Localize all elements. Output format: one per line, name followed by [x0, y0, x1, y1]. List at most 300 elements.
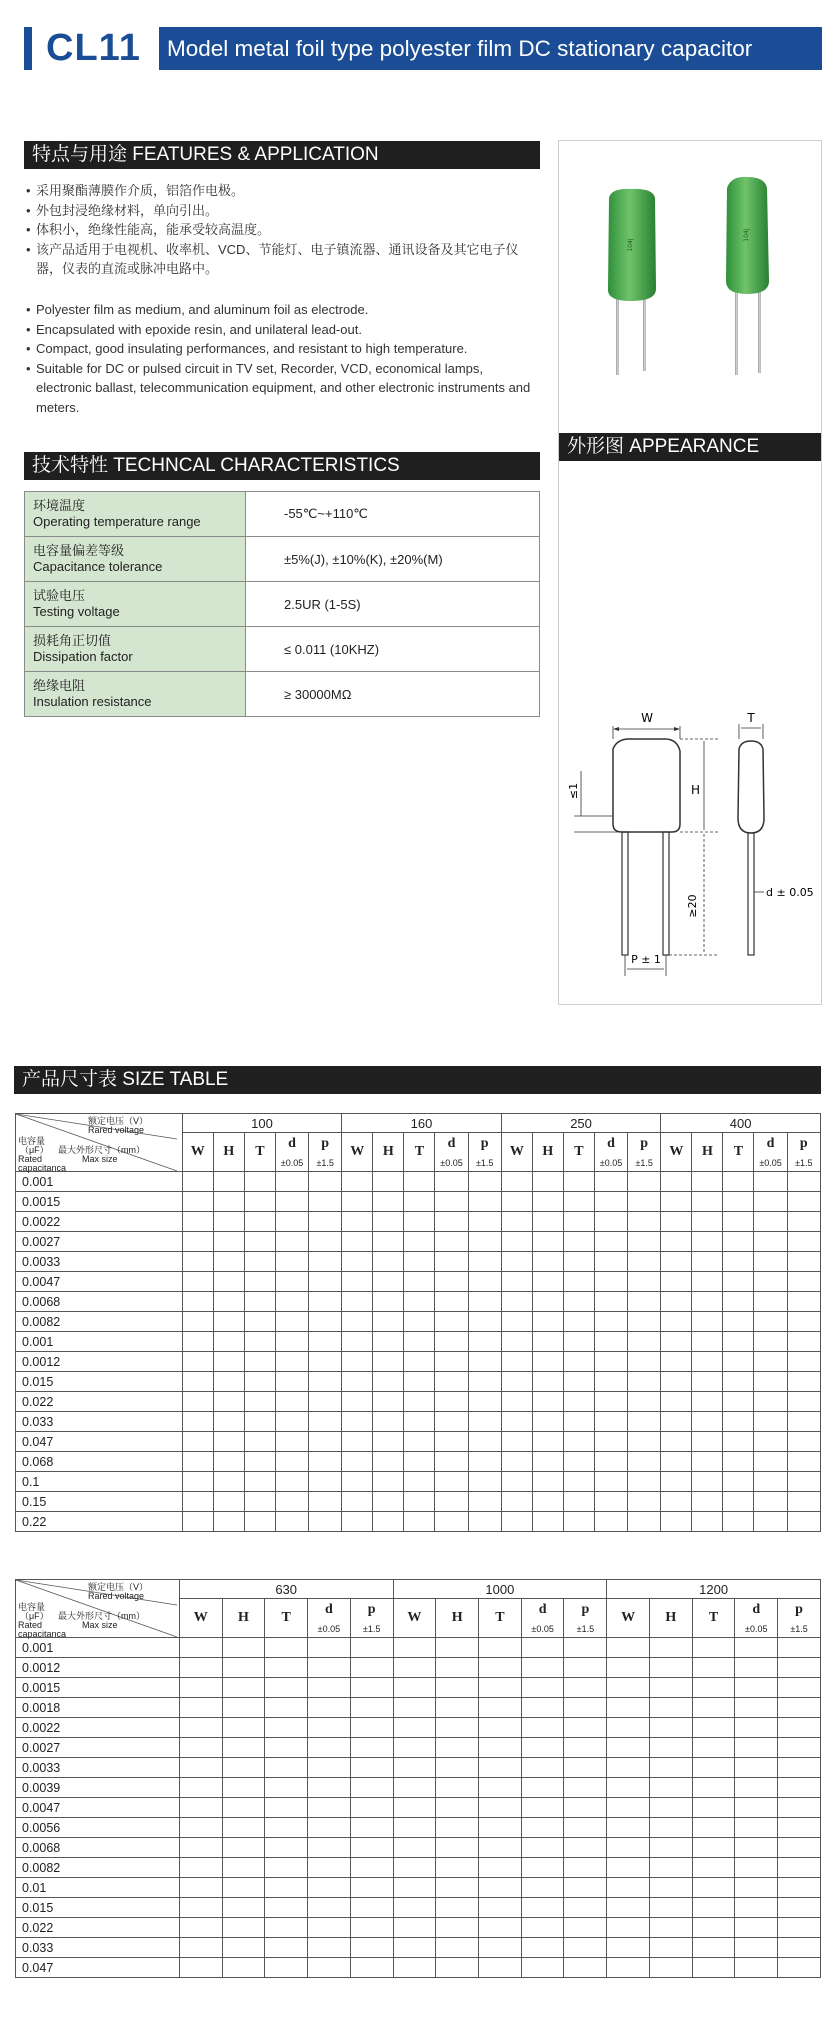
dimension-cell [436, 1718, 479, 1738]
dimension-cell [692, 1272, 723, 1292]
dimension-cell [754, 1432, 787, 1452]
dimension-cell [692, 1392, 723, 1412]
dimension-cell [735, 1958, 778, 1978]
size-table-1 [15, 1113, 821, 1532]
dimension-cell [521, 1678, 564, 1698]
dimension-label: d [752, 1602, 761, 1617]
table-row [16, 1778, 821, 1798]
dimension-cell [468, 1472, 501, 1492]
dimension-cell [182, 1472, 213, 1492]
table-row [16, 1658, 821, 1678]
dimension-cell [244, 1292, 275, 1312]
dimension-cell [244, 1472, 275, 1492]
dimension-cell [309, 1292, 342, 1312]
dimension-cell [735, 1818, 778, 1838]
dimension-cell [501, 1492, 532, 1512]
dimension-label: H [382, 1144, 394, 1159]
dimension-cell [501, 1372, 532, 1392]
dimension-cell [222, 1918, 265, 1938]
dimension-cell [393, 1938, 436, 1958]
dimension-cell [607, 1778, 650, 1798]
dimension-cell [607, 1938, 650, 1958]
table-row [16, 1392, 821, 1412]
corner-label: （μF） [20, 1611, 49, 1621]
dimension-cell [479, 1818, 522, 1838]
dimension-cell [628, 1452, 661, 1472]
dimension-column-header [182, 1133, 213, 1172]
corner-label: Rated [18, 1154, 43, 1164]
dimension-cell [532, 1392, 563, 1412]
dimension-cell [308, 1658, 351, 1678]
dimension-cell [468, 1312, 501, 1332]
dimension-cell [342, 1292, 373, 1312]
dimension-cell [436, 1638, 479, 1658]
dimension-cell [404, 1352, 435, 1372]
dimension-cell [501, 1432, 532, 1452]
dimension-cell [350, 1638, 393, 1658]
table-row [16, 1492, 821, 1512]
dimension-label: d [607, 1136, 615, 1151]
dimension-cell [723, 1452, 754, 1472]
char-label [25, 672, 246, 717]
header-accent-bar [24, 27, 32, 70]
dimension-cell [342, 1452, 373, 1472]
dimension-cell [275, 1472, 308, 1492]
corner-label: 电容量 [18, 1602, 46, 1612]
dimension-cell [244, 1492, 275, 1512]
dimension-cell [532, 1432, 563, 1452]
dimension-cell [735, 1738, 778, 1758]
dimension-cell [787, 1472, 820, 1492]
dimension-cell [661, 1332, 692, 1352]
capacitance-cell: 0.0068 [16, 1838, 180, 1858]
char-value: 2.5UR (1-5S) [246, 582, 540, 627]
dimension-cell [563, 1232, 594, 1252]
dimension-label: d [288, 1136, 296, 1151]
dimension-cell [723, 1372, 754, 1392]
char-label-cn: 绝缘电阻 [33, 678, 86, 693]
dimension-cell [628, 1172, 661, 1192]
dimension-cell [265, 1758, 308, 1778]
dimension-cell [479, 1698, 522, 1718]
dimension-cell [435, 1472, 468, 1492]
dimension-cell [594, 1412, 627, 1432]
dimension-cell [607, 1738, 650, 1758]
dimension-cell [373, 1472, 404, 1492]
table-row [16, 1372, 821, 1392]
dimension-cell [692, 1658, 735, 1678]
dimension-cell [373, 1252, 404, 1272]
dimension-cell [244, 1212, 275, 1232]
dimension-column-header [532, 1133, 563, 1172]
dim-lead-label: ≥20 [686, 894, 699, 918]
dimension-cell [342, 1432, 373, 1452]
capacitance-cell: 0.047 [16, 1958, 180, 1978]
dimension-cell [532, 1352, 563, 1372]
dimension-cell [778, 1718, 821, 1738]
dimension-cell [723, 1472, 754, 1492]
dimension-cell [393, 1658, 436, 1678]
char-row [25, 672, 540, 717]
dimension-cell [436, 1918, 479, 1938]
dimension-cell [213, 1172, 244, 1192]
capacitance-cell: 0.15 [16, 1492, 183, 1512]
table-row [16, 1698, 821, 1718]
dimension-cell [661, 1352, 692, 1372]
dimension-cell [628, 1332, 661, 1352]
dimension-cell [182, 1192, 213, 1212]
dimension-cell [222, 1638, 265, 1658]
dimension-cell [309, 1312, 342, 1332]
capacitance-cell: 0.022 [16, 1918, 180, 1938]
dimension-cell [468, 1412, 501, 1432]
dimension-cell [594, 1492, 627, 1512]
dimension-cell [594, 1472, 627, 1492]
dimension-cell [179, 1778, 222, 1798]
dimension-cell [501, 1352, 532, 1372]
dimension-cell [607, 1958, 650, 1978]
dimension-cell [275, 1372, 308, 1392]
dimension-cell [244, 1432, 275, 1452]
dimension-cell [564, 1918, 607, 1938]
feature-en-item: • Compact, good insulating performances, and resistant to high temperature. [26, 339, 534, 359]
dimension-cell [373, 1272, 404, 1292]
dimension-cell [373, 1312, 404, 1332]
dimension-cell [265, 1778, 308, 1798]
dimension-cell [692, 1678, 735, 1698]
dimension-cell [754, 1492, 787, 1512]
dimension-cell [308, 1758, 351, 1778]
dimension-cell [436, 1878, 479, 1898]
dimension-label: W [193, 1610, 208, 1625]
tolerance-label: ±1.5 [362, 1624, 381, 1634]
dimension-cell [373, 1172, 404, 1192]
dimension-cell [213, 1272, 244, 1292]
dimension-cell [479, 1778, 522, 1798]
dimension-cell [735, 1778, 778, 1798]
dimension-cell [479, 1838, 522, 1858]
dimension-cell [594, 1452, 627, 1472]
dimension-cell [778, 1738, 821, 1758]
dimension-cell [563, 1472, 594, 1492]
dimension-cell [468, 1192, 501, 1212]
dimension-cell [661, 1492, 692, 1512]
capacitance-cell: 0.0015 [16, 1678, 180, 1698]
dimension-cell [436, 1778, 479, 1798]
dimension-cell [564, 1758, 607, 1778]
dimension-cell [309, 1392, 342, 1412]
capacitance-cell: 0.0033 [16, 1252, 183, 1272]
dimension-cell [787, 1172, 820, 1192]
dimension-cell [342, 1392, 373, 1412]
dimension-cell [179, 1638, 222, 1658]
dimension-cell [435, 1392, 468, 1412]
dimension-cell [787, 1212, 820, 1232]
voltage-group-header: 400 [661, 1114, 821, 1133]
dimension-cell [373, 1492, 404, 1512]
dimension-cell [309, 1212, 342, 1232]
dimension-cell [435, 1292, 468, 1312]
capacitance-cell: 0.015 [16, 1372, 183, 1392]
dimension-cell [594, 1292, 627, 1312]
table-corner-header [16, 1114, 183, 1172]
dimension-cell [213, 1392, 244, 1412]
dimension-cell [692, 1412, 723, 1432]
dimension-cell [692, 1918, 735, 1938]
dimension-cell [342, 1472, 373, 1492]
dimension-cell [532, 1192, 563, 1212]
dimension-cell [649, 1718, 692, 1738]
dimension-cell [342, 1492, 373, 1512]
dimension-cell [649, 1678, 692, 1698]
dimension-cell [661, 1232, 692, 1252]
dimension-cell [435, 1212, 468, 1232]
dimension-cell [501, 1252, 532, 1272]
dimension-cell [594, 1392, 627, 1412]
dimension-cell [244, 1392, 275, 1412]
dimension-cell [265, 1898, 308, 1918]
dimension-column-header [649, 1599, 692, 1638]
dimension-cell [275, 1292, 308, 1312]
dimension-cell [723, 1192, 754, 1212]
dimension-cell [342, 1272, 373, 1292]
table-row [16, 1512, 821, 1532]
dimension-label: T [255, 1144, 265, 1159]
dimension-cell [692, 1718, 735, 1738]
dimension-cell [479, 1718, 522, 1738]
dimension-cell [468, 1492, 501, 1512]
dimension-cell [787, 1452, 820, 1472]
capacitance-cell: 0.068 [16, 1452, 183, 1472]
dimension-cell [564, 1678, 607, 1698]
dimension-cell [479, 1678, 522, 1698]
dimension-cell [501, 1332, 532, 1352]
dimension-cell [692, 1738, 735, 1758]
dimension-cell [649, 1818, 692, 1838]
corner-label: （μF） [20, 1145, 49, 1155]
table-row [16, 1172, 821, 1192]
dimension-cell [244, 1312, 275, 1332]
dimension-column-header [468, 1133, 501, 1172]
dimension-cell [778, 1758, 821, 1778]
dimension-cell [778, 1778, 821, 1798]
dimension-drawing [559, 561, 821, 966]
dimension-cell [564, 1698, 607, 1718]
dimension-cell [563, 1252, 594, 1272]
dimension-cell [723, 1252, 754, 1272]
dimension-cell [723, 1172, 754, 1192]
corner-label: 最大外形尺寸（mm） [58, 1611, 145, 1621]
dimension-cell [435, 1412, 468, 1432]
dimension-cell [692, 1838, 735, 1858]
dimension-cell [309, 1192, 342, 1212]
dimension-cell [436, 1818, 479, 1838]
dimension-cell [563, 1372, 594, 1392]
table-row [16, 1432, 821, 1452]
dimension-cell [607, 1878, 650, 1898]
dimension-cell [393, 1878, 436, 1898]
table-row [16, 1918, 821, 1938]
dimension-cell [735, 1658, 778, 1678]
dimension-cell [308, 1818, 351, 1838]
dimension-cell [342, 1372, 373, 1392]
dimension-cell [265, 1738, 308, 1758]
dimension-cell [594, 1232, 627, 1252]
capacitance-cell: 0.01 [16, 1878, 180, 1898]
dimension-cell [308, 1738, 351, 1758]
page-title: Model metal foil type polyester film DC stationary capacitor [159, 27, 822, 70]
dimension-label: H [542, 1144, 554, 1159]
dimension-cell [532, 1452, 563, 1472]
dimension-cell [563, 1412, 594, 1432]
dimension-cell [607, 1798, 650, 1818]
dimension-cell [787, 1252, 820, 1272]
capacitance-cell: 0.022 [16, 1392, 183, 1412]
table-row [16, 1758, 821, 1778]
dimension-cell [308, 1778, 351, 1798]
dimension-column-header [213, 1133, 244, 1172]
dimension-cell [692, 1332, 723, 1352]
char-label [25, 582, 246, 627]
dimension-cell [179, 1898, 222, 1918]
dimension-cell [532, 1332, 563, 1352]
dimension-cell [265, 1918, 308, 1938]
dimension-cell [179, 1658, 222, 1678]
dimension-cell [404, 1192, 435, 1212]
dimension-label: p [321, 1136, 330, 1151]
dimension-cell [244, 1272, 275, 1292]
dimension-cell [607, 1658, 650, 1678]
dimension-cell [628, 1432, 661, 1452]
capacitance-cell: 0.0068 [16, 1292, 183, 1312]
capacitance-cell: 0.0022 [16, 1212, 183, 1232]
dimension-cell [594, 1272, 627, 1292]
dimension-cell [532, 1292, 563, 1312]
dimension-cell [213, 1512, 244, 1532]
dimension-column-header [607, 1599, 650, 1638]
dimension-label: T [281, 1610, 291, 1625]
dimension-cell [435, 1432, 468, 1452]
dimension-cell [563, 1292, 594, 1312]
char-row [25, 537, 540, 582]
dimension-cell [787, 1272, 820, 1292]
voltage-group-header: 1000 [393, 1580, 607, 1599]
dimension-cell [404, 1212, 435, 1232]
table-row [16, 1878, 821, 1898]
dimension-cell [222, 1858, 265, 1878]
dimension-cell [692, 1938, 735, 1958]
dimension-cell [661, 1192, 692, 1212]
dimension-cell [182, 1312, 213, 1332]
dimension-cell [393, 1678, 436, 1698]
dimension-cell [649, 1958, 692, 1978]
dim-s-label: ≤1 [567, 782, 580, 800]
capacitance-cell: 0.0039 [16, 1778, 180, 1798]
dimension-cell [393, 1638, 436, 1658]
dimension-column-header [309, 1133, 342, 1172]
dimension-cell [532, 1412, 563, 1432]
dimension-cell [222, 1758, 265, 1778]
dimension-cell [275, 1352, 308, 1372]
dimension-cell [532, 1372, 563, 1392]
dimension-cell [594, 1172, 627, 1192]
dimension-cell [564, 1898, 607, 1918]
dimension-cell [778, 1638, 821, 1658]
dimension-cell [521, 1798, 564, 1818]
dimension-cell [778, 1878, 821, 1898]
table-row [16, 1678, 821, 1698]
dimension-cell [404, 1512, 435, 1532]
dimension-cell [607, 1858, 650, 1878]
tolerance-label: ±1.5 [576, 1624, 595, 1634]
dimension-cell [435, 1312, 468, 1332]
dimension-cell [179, 1858, 222, 1878]
dimension-cell [532, 1472, 563, 1492]
char-label-cn: 损耗角正切值 [33, 633, 112, 648]
table-row [16, 1858, 821, 1878]
dimension-cell [661, 1252, 692, 1272]
dimension-cell [594, 1332, 627, 1352]
capacitance-cell: 0.001 [16, 1172, 183, 1192]
dimension-cell [661, 1372, 692, 1392]
dimension-cell [309, 1452, 342, 1472]
dimension-cell [436, 1678, 479, 1698]
char-label-cn: 环境温度 [33, 498, 86, 513]
dimension-cell [393, 1758, 436, 1778]
dimension-cell [213, 1352, 244, 1372]
dimension-cell [182, 1272, 213, 1292]
dimension-cell [521, 1738, 564, 1758]
dimension-cell [787, 1332, 820, 1352]
dimension-cell [754, 1372, 787, 1392]
dimension-cell [479, 1638, 522, 1658]
dimension-cell [179, 1758, 222, 1778]
dimension-cell [275, 1232, 308, 1252]
dimension-label: p [640, 1136, 649, 1151]
char-label-en: Dissipation factor [33, 649, 133, 664]
table-row [16, 1798, 821, 1818]
dimension-cell [182, 1172, 213, 1192]
dimension-cell [521, 1918, 564, 1938]
dimension-cell [373, 1232, 404, 1252]
dimension-cell [661, 1472, 692, 1492]
dimension-cell [244, 1332, 275, 1352]
dimension-cell [661, 1412, 692, 1432]
char-row [25, 582, 540, 627]
dimension-cell [649, 1898, 692, 1918]
dimension-label: H [701, 1144, 713, 1159]
dimension-column-header [350, 1599, 393, 1638]
dimension-cell [661, 1312, 692, 1332]
dimension-cell [564, 1878, 607, 1898]
dimension-cell [309, 1232, 342, 1252]
dimension-cell [607, 1898, 650, 1918]
table-row [16, 1738, 821, 1758]
dimension-cell [213, 1412, 244, 1432]
dimension-cell [532, 1272, 563, 1292]
dimension-cell [787, 1432, 820, 1452]
dimension-cell [735, 1878, 778, 1898]
char-label-en: Capacitance tolerance [33, 559, 163, 574]
dimension-cell [607, 1638, 650, 1658]
dimension-cell [754, 1452, 787, 1472]
feature-cn-item: • 外包封浸绝缘材料，单向引出。 [26, 201, 536, 221]
dimension-cell [308, 1958, 351, 1978]
char-value: -55℃~+110℃ [246, 492, 540, 537]
capacitance-cell: 0.033 [16, 1938, 180, 1958]
dimension-cell [692, 1472, 723, 1492]
dimension-cell [532, 1252, 563, 1272]
